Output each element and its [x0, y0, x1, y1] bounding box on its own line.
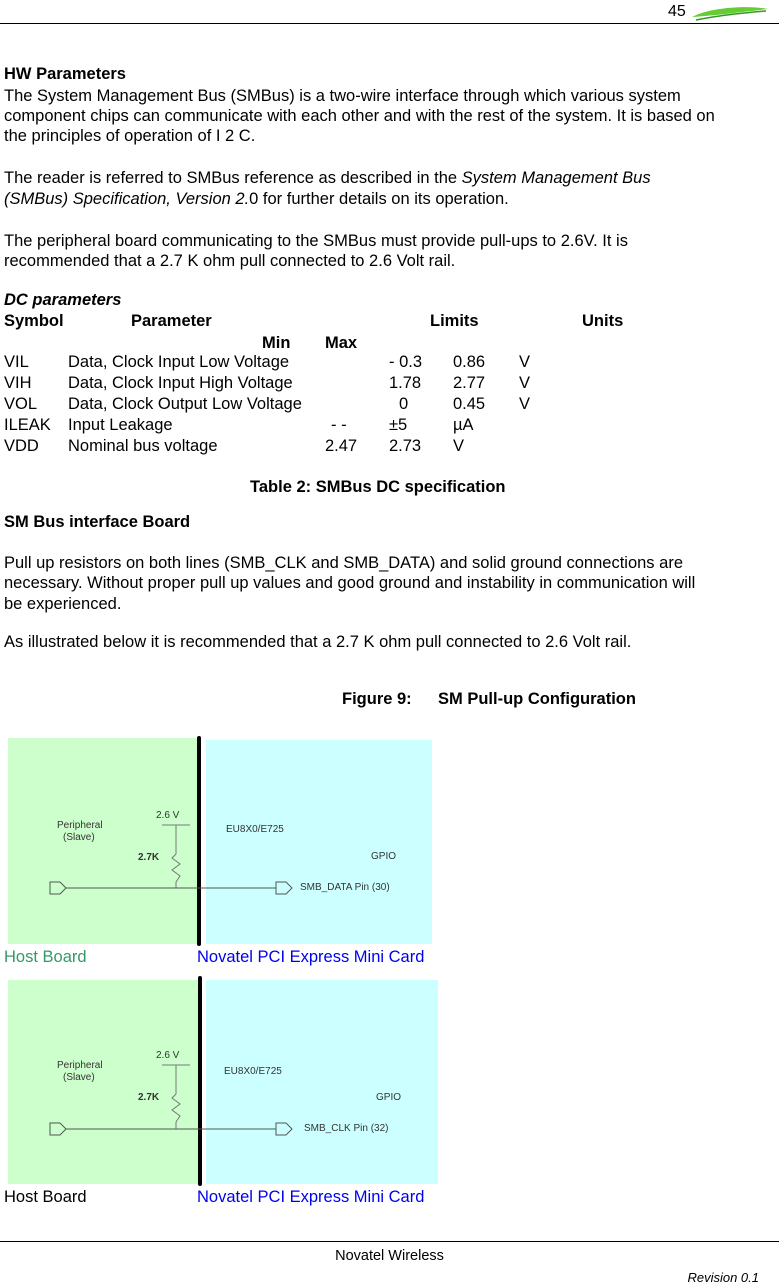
sm-bus-board-heading: SM Bus interface Board — [4, 513, 191, 531]
smb-para1-line2: necessary. Without proper pull up values and good ground and instability in communication will — [4, 574, 696, 592]
novatel-logo-icon — [690, 3, 770, 23]
figure-caption-number: Figure 9: — [342, 690, 412, 708]
connector-edge — [197, 736, 201, 946]
host-board-area — [8, 738, 200, 944]
hw-para1-line3: the principles of operation of I 2 C. — [4, 127, 256, 145]
hw-para2-text: The reader is referred to SMBus reference as described in the — [4, 169, 462, 187]
row-max: 2.77 — [453, 374, 486, 392]
row-max: ±5 — [389, 416, 408, 434]
pin-label: SMB_CLK Pin (32) — [304, 1123, 389, 1134]
row-unit: V — [519, 374, 531, 392]
row-parameter: Input Leakage — [68, 416, 173, 434]
smb-para1-line3: be experienced. — [4, 595, 122, 613]
resistor-label: 2.7K — [138, 852, 160, 863]
hw-parameters-heading: HW Parameters — [4, 65, 126, 83]
col-symbol-header: Symbol — [4, 312, 64, 330]
hw-para3-line1: The peripheral board communicating to the SMBus must provide pull-ups to 2.6V. It is — [4, 232, 628, 250]
host-board-area — [8, 980, 200, 1184]
col-max-header: Max — [325, 334, 358, 352]
row-min: 1.78 — [389, 374, 422, 392]
row-parameter: Nominal bus voltage — [68, 437, 218, 455]
row-unit: V — [519, 395, 531, 413]
peripheral-label: Peripheral — [57, 1060, 103, 1071]
voltage-label: 2.6 V — [156, 1050, 180, 1061]
card-area — [206, 980, 438, 1184]
footer-rule — [0, 1241, 779, 1242]
row-min: 2.47 — [325, 437, 358, 455]
row-max: 0.45 — [453, 395, 486, 413]
card-area — [206, 740, 432, 944]
slave-label: (Slave) — [63, 1072, 95, 1083]
chip-label: EU8X0/E725 — [226, 824, 284, 835]
row-symbol: VOL — [4, 395, 38, 413]
hw-para3-line2: recommended that a 2.7 K ohm pull connected to 2.6 Volt rail. — [4, 252, 456, 270]
row-symbol: VDD — [4, 437, 39, 455]
hw-para2-line1 — [4, 168, 651, 189]
gpio-label: GPIO — [371, 851, 397, 862]
hw-para2-line2 — [4, 189, 509, 210]
peripheral-label: Peripheral — [57, 820, 103, 831]
smbus-spec-title: System Management Bus — [461, 169, 651, 187]
card-label: Novatel PCI Express Mini Card — [197, 948, 425, 966]
header-rule — [0, 23, 779, 24]
row-max: 0.86 — [453, 353, 486, 371]
page-number: 45 — [668, 3, 686, 20]
figure-caption-title: SM Pull-up Configuration — [438, 690, 636, 708]
col-parameter-header: Parameter — [131, 312, 212, 330]
connector-edge — [198, 976, 202, 1186]
smb-data-pullup-diagram — [4, 736, 444, 946]
resistor-label: 2.7K — [138, 1092, 160, 1103]
row-min: 0 — [399, 395, 409, 413]
col-units-header: Units — [582, 312, 624, 330]
footer-company: Novatel Wireless — [335, 1248, 444, 1264]
dc-parameters-heading: DC parameters — [4, 291, 122, 309]
smb-para2: As illustrated below it is recommended that a 2.7 K ohm pull connected to 2.6 Volt rail. — [4, 633, 632, 651]
table-caption: Table 2: SMBus DC specification — [250, 478, 506, 496]
col-min-header: Min — [262, 334, 291, 352]
host-board-label: Host Board — [4, 948, 87, 966]
gpio-label: GPIO — [376, 1092, 402, 1103]
card-label: Novatel PCI Express Mini Card — [197, 1188, 425, 1206]
row-symbol: ILEAK — [4, 416, 51, 434]
host-board-label: Host Board — [4, 1188, 87, 1206]
row-min: - - — [331, 416, 347, 434]
chip-label: EU8X0/E725 — [224, 1066, 282, 1077]
hw-para1-line1: The System Management Bus (SMBus) is a two-wire interface through which various system — [4, 87, 681, 105]
row-parameter: Data, Clock Output Low Voltage — [68, 395, 302, 413]
pin-label: SMB_DATA Pin (30) — [300, 882, 390, 893]
row-symbol: VIH — [4, 374, 32, 392]
voltage-label: 2.6 V — [156, 810, 180, 821]
row-symbol: VIL — [4, 353, 29, 371]
row-max: 2.73 — [389, 437, 422, 455]
row-unit: V — [453, 437, 465, 455]
row-parameter: Data, Clock Input Low Voltage — [68, 353, 290, 371]
row-parameter: Data, Clock Input High Voltage — [68, 374, 293, 392]
hw-para1-line2: component chips can communicate with each other and with the rest of the system. It is based on — [4, 107, 715, 125]
row-unit: V — [519, 353, 531, 371]
smb-para1-line1: Pull up resistors on both lines (SMB_CLK and SMB_DATA) and solid ground connections are — [4, 554, 683, 572]
hw-para2-tail: 0 for further details on its operation. — [249, 190, 509, 208]
row-unit: µA — [453, 416, 474, 434]
row-min: - 0.3 — [389, 353, 423, 371]
slave-label: (Slave) — [63, 832, 95, 843]
footer-revision: Revision 0.1 — [687, 1270, 759, 1285]
smbus-spec-version: (SMBus) Specification, Version 2. — [4, 190, 250, 208]
col-limits-header: Limits — [430, 312, 479, 330]
smb-clk-pullup-diagram — [4, 976, 444, 1186]
